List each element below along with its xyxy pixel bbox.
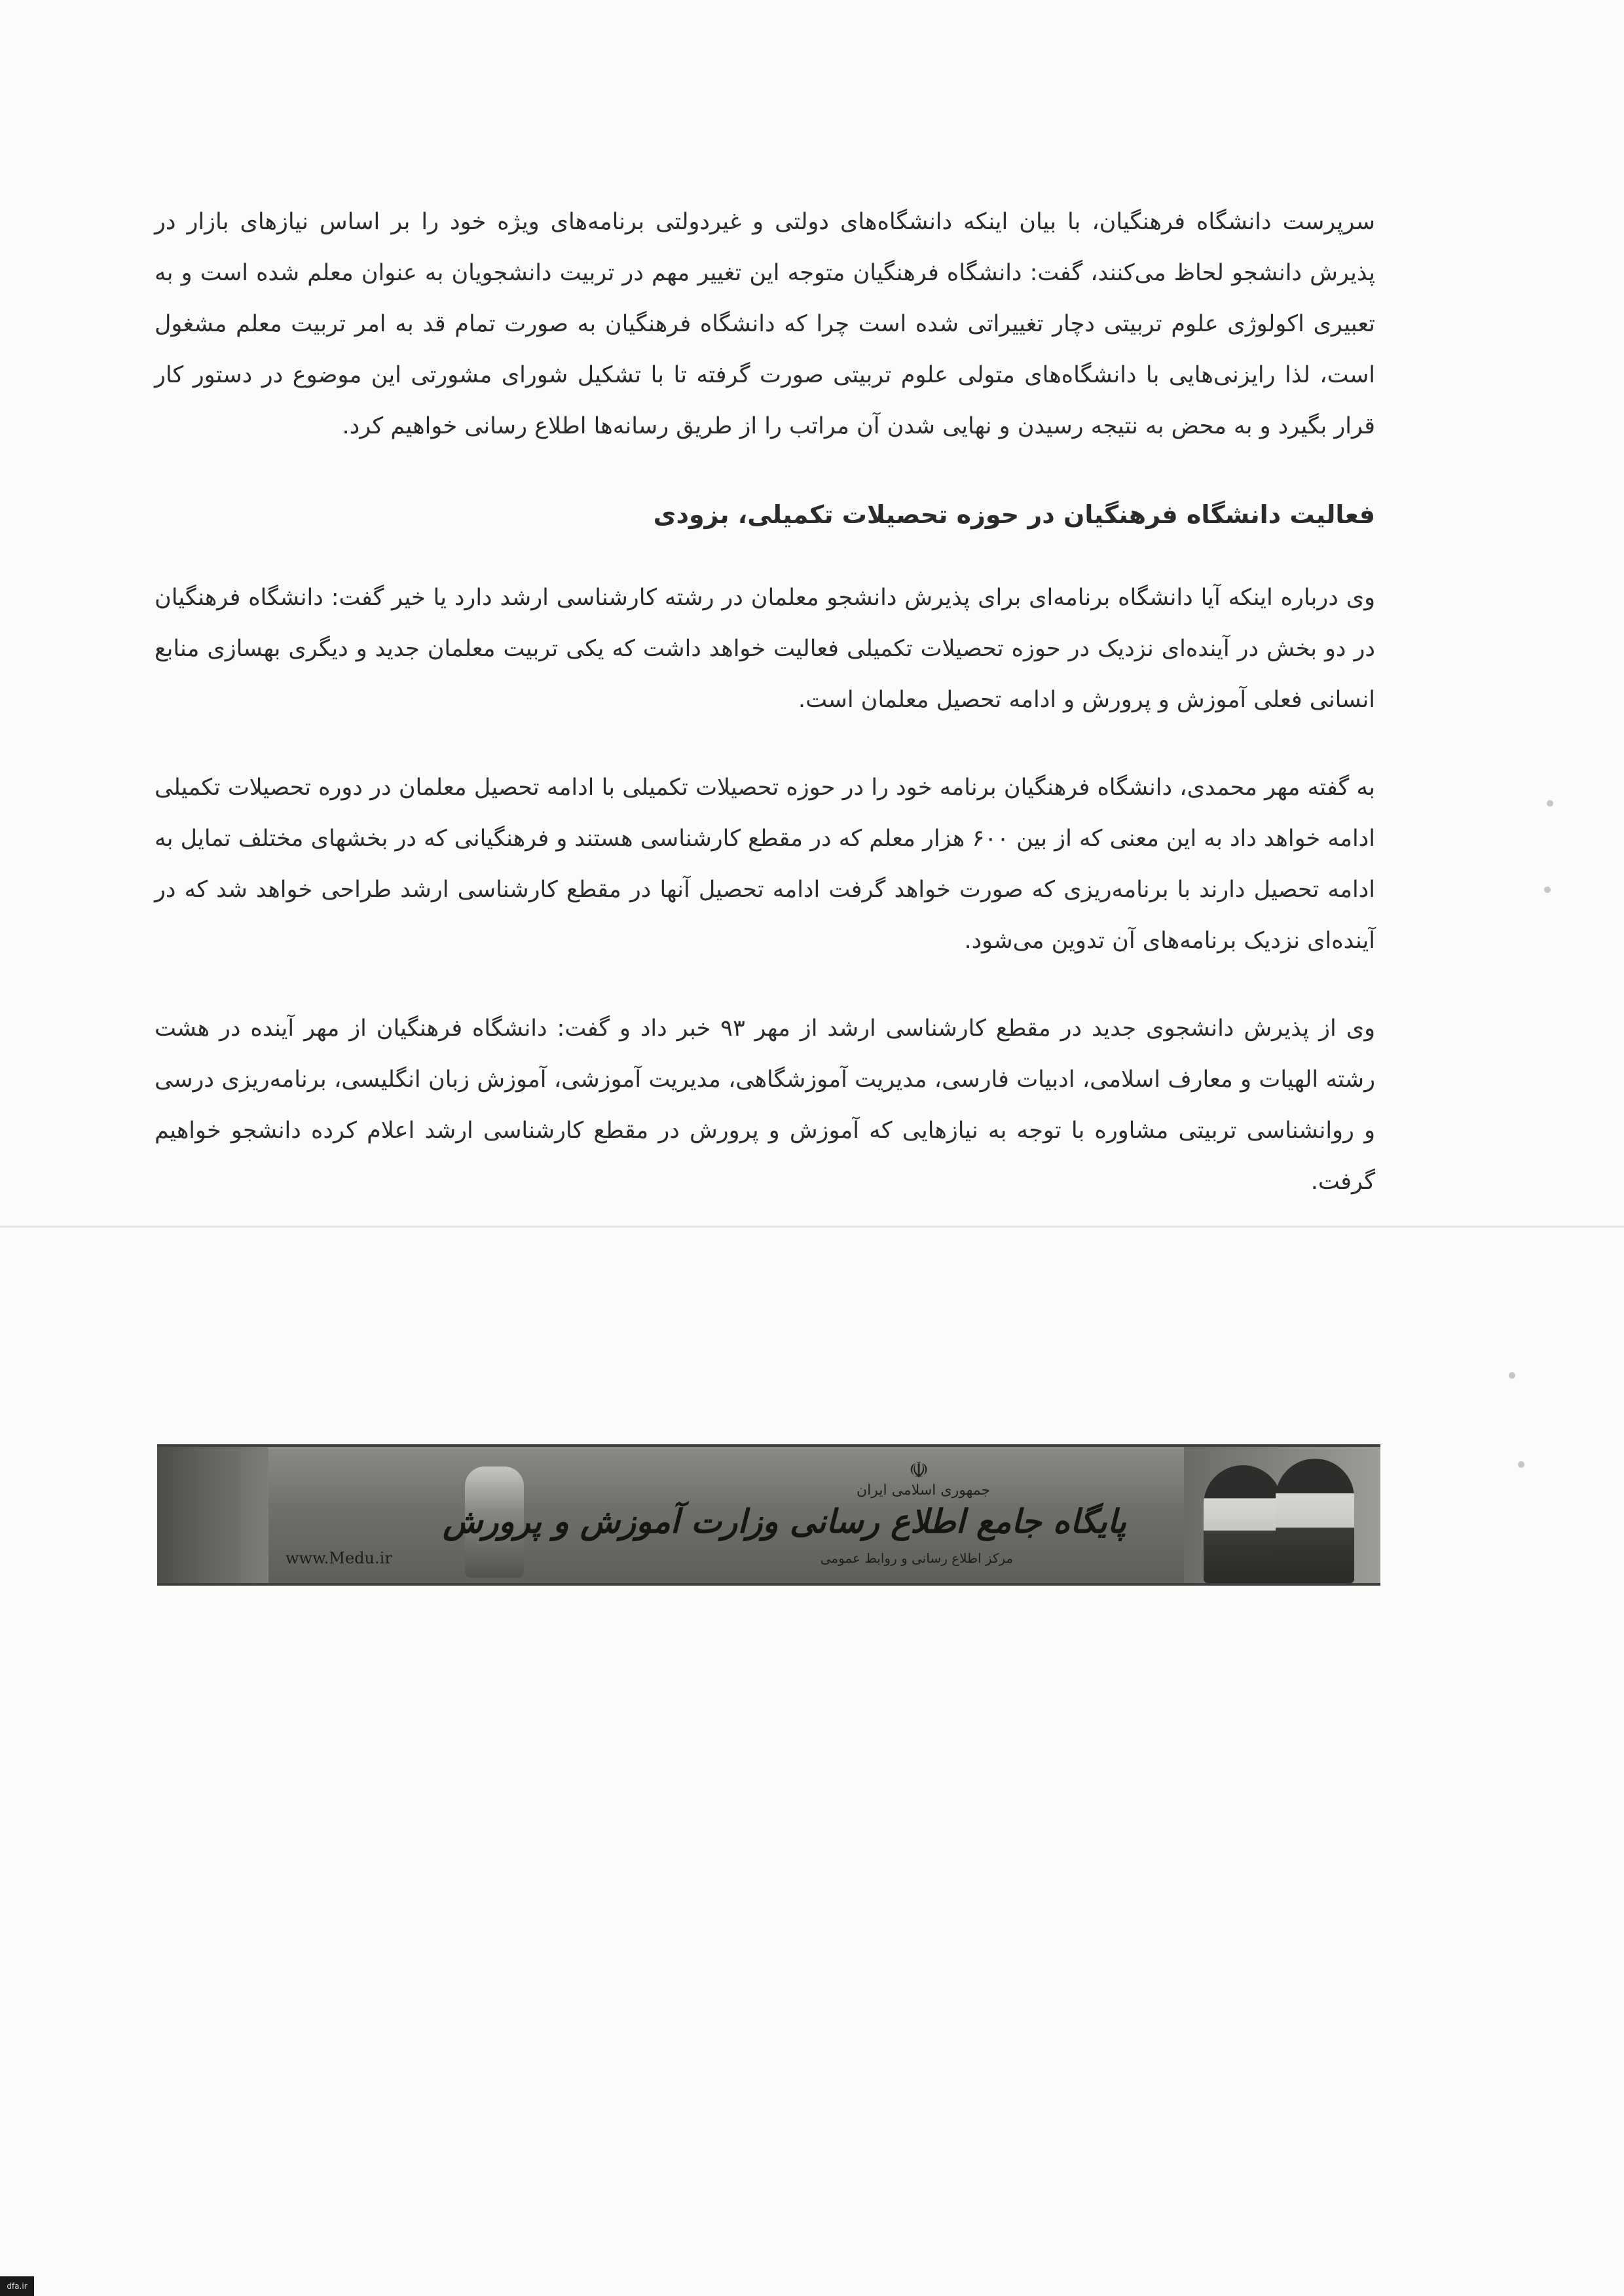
banner-supertitle: جمهوری اسلامی ایران (856, 1482, 991, 1499)
banner-url: www.Medu.ir (286, 1549, 392, 1567)
scan-speck (1518, 1461, 1524, 1468)
banner-title: پایگاه جامع اطلاع رسانی وزارت آموزش و پرورش (443, 1502, 1126, 1540)
article-paragraph: سرپرست دانشگاه فرهنگیان، با بیان اینکه دانشگاه‌های دولتی و غیردولتی برنامه‌های ویژه خود را بر اساس نیازهای بازار در پذیرش دانشجو لحاظ می‌کنند، گفت: دانشگاه فرهنگیان متوجه این تغییر مهم در تربیت دانشجویان به عنوان معلم شده است و به تعبیری اکولوژی علوم تربیتی دچار تغییراتی شده است چرا که دانشگاه فرهنگیان به صورت تمام قد به امر تربیت معلم مشغول است، لذا رایزنی‌هایی با دانشگاه‌های متولی علوم تربیتی صورت گرفته تا با تشکیل شورای مشورتی این موضوع در دستور کار قرار بگیرد و به محض به نتیجه رسیدن و نهایی شدن آن مراتب را از طریق رسانه‌ها اطلاع رسانی خواهیم کرد. (155, 209, 1375, 439)
article-paragraph: به گفته مهر محمدی، دانشگاه فرهنگیان برنامه خود را در حوزه تحصیلات تکمیلی با ادامه تحصیل معلمان در دوره تحصیلات تکمیلی ادامه خواهد داد به این معنی که از بین ۶۰۰ هزار معلم که در مقطع کارشناسی هستند و فرهنگیانی که در بخشهای مختلف تمایل به ادامه تحصیل دارند با برنامه‌ریزی که صورت خواهد گرفت ادامه تحصیل آنها در مقطع کارشناسی ارشد طراحی خواهد شد که در آینده‌ای نزدیک برنامه‌های آن تدوین می‌شود. (155, 774, 1375, 954)
ministry-banner (157, 1444, 1380, 1586)
iran-emblem-icon: ☫ (908, 1457, 929, 1484)
article-paragraph: وی از پذیرش دانشجوی جدید در مقطع کارشناسی ارشد از مهر ۹۳ خبر داد و گفت: دانشگاه فرهنگیان از مهر آینده در هشت رشته الهیات و معارف اسلامی، ادبیات فارسی، مدیریت آموزشگاهی، مدیریت آموزشی، آموزش زبان انگلیسی، برنامه‌ریزی درسی و روانشناسی تربیتی مشاوره با توجه به نیازهایی که آموزش و پرورش در مقطع کارشناسی ارشد اعلام کرده دانشجو خواهیم گرفت. (155, 1015, 1376, 1195)
banner-left-decoration (157, 1447, 268, 1583)
scan-speck (1544, 886, 1551, 893)
portrait-figure (1276, 1459, 1354, 1583)
banner-subtitle: مرکز اطلاع رسانی و روابط عمومی (820, 1550, 1014, 1566)
section-heading: فعالیت دانشگاه فرهنگیان در حوزه تحصیلات تکمیلی، بزودی (653, 500, 1375, 529)
scan-speck (1547, 800, 1553, 807)
scan-speck (1509, 1372, 1515, 1379)
leaders-photo (1184, 1447, 1380, 1583)
corner-watermark-badge: dfa.ir (0, 2276, 34, 2296)
article-body (155, 196, 1375, 1244)
article-paragraph: وی درباره اینکه آیا دانشگاه برنامه‌ای برای پذیرش دانشجو معلمان در رشته کارشناسی ارشد دارد یا خیر گفت: دانشگاه فرهنگیان در دو بخش در آینده‌ای نزدیک در حوزه تحصیلات تکمیلی فعالیت خواهد داشت که یکی تربیت معلمان جدید و دیگری بهسازی منابع انسانی فعلی آموزش و پرورش و ادامه تحصیل معلمان است. (155, 585, 1375, 713)
portrait-figure (1204, 1465, 1282, 1583)
